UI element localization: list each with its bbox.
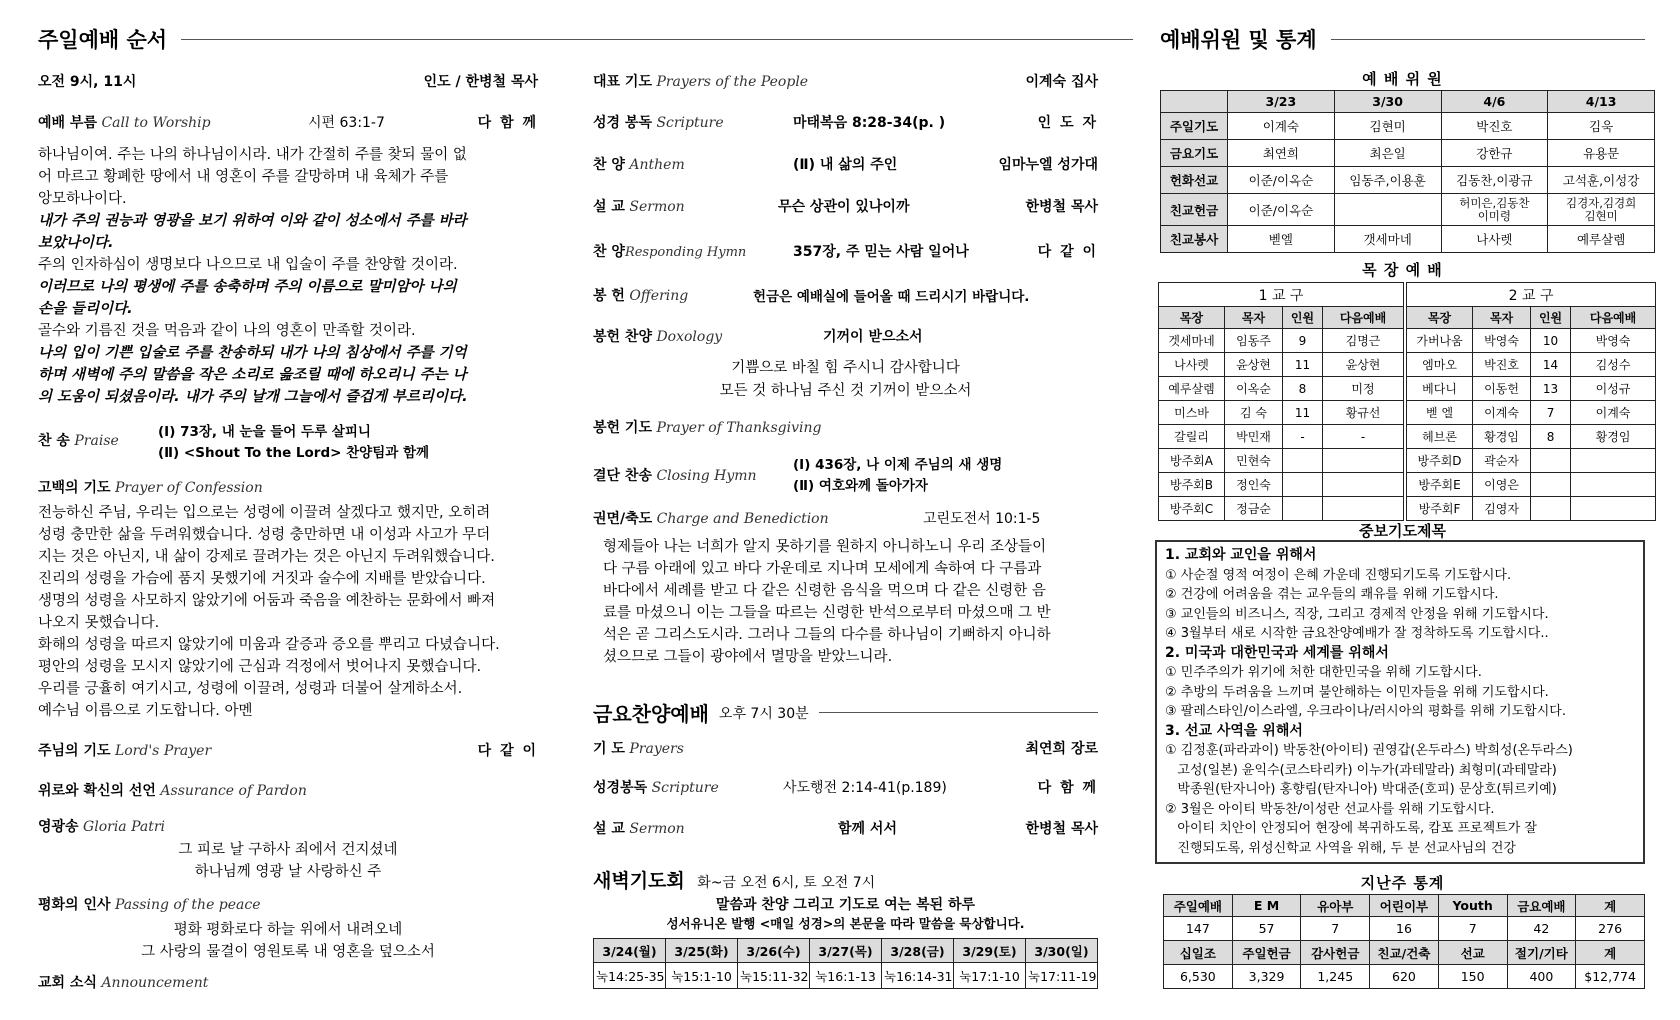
column-header: 주일헌금 [1232,941,1301,965]
scripture-ref: 마태복음 8:28-34(p. ) [793,115,946,131]
table-cell: 11 [1283,353,1323,377]
anthem-who: 임마누엘 성가대 [998,157,1098,173]
praise-heading: 찬 송 Praise [38,433,119,449]
table-cell [1323,449,1404,473]
friday-sermon-who: 한병철 목사 [1025,821,1098,837]
table-cell: 9 [1283,329,1323,353]
sermon-heading: 설 교 Sermon [593,199,685,215]
benediction-text: 형제들아 나는 너희가 알지 못하기를 원하지 아니하노니 우리 조상들이 다 구름 아래에 있고 바다 가운데로 지나며 모세에게 속하여 다 구름과 바다에서 세례를 받고 다 같은 신령한 음식을 먹으며 다 같은 신령한 음 료를 마셨으니 이는 그들을 따르는 신령한 반석으로부터 마셨으매 그 반 석은 곧 그리스도시라. 그러나 그들의 다수를 하나님이 기뻐하지 아니하 셨으므로 그들이 광야에서 멸망을 받았느니라. [603,539,1051,665]
column-header: 다음예배 [1323,307,1404,329]
district-1-header: 1 교 구 [1159,283,1404,307]
date-header: 4/6 [1441,91,1548,113]
table-cell: 김경자,김경희 김현미 [1548,194,1655,226]
row-label: 친교헌금 [1161,194,1228,226]
friday-service-header [593,698,1098,727]
confession-text: 전능하신 주님, 우리는 입으로는 성령에 이끌려 살겠다고 했지만, 오히려 성령 충만한 삶을 두려워했습니다. 성령 충만하면 내 이성과 사고가 무더 지는 것은 아닌지, 내 삶이 강제로 끌려가는 것은 아닌지 두려워했습니다. 진리의 성령을 가슴에 품지 못했기에 거짓과 술수에 지배를 받았습니다. 생명의 성령을 사모하지 않았기에 어둠과 죽음을 예찬하는 문화에서 빠져 나오지 못했습니다. 화해의 성령을 따르지 않았기에 미움과 갈증과 증오를 뿌리고 다녔습니다. 평안의 성령을 모시지 않았기에 근심과 걱정에서 벗어나지 못했습니다. 우리를 긍휼히 여기시고, 성령에 이끌려, 성령과 더불어 살게하소서. 예수님 이름으로 기도합니다. 아멘 [38,505,500,719]
table-row [1164,965,1645,989]
table-cell: 276 [1576,917,1645,941]
table-cell: 박진호 [1441,113,1548,140]
table-cell: 박영숙 [1473,329,1531,353]
table-cell: 황규선 [1323,401,1404,425]
prayer-section-heading: 2. 미국과 대한민국과 세계를 위해서 [1165,644,1389,661]
rep-prayer-who: 이계숙 집사 [1025,74,1098,90]
table-cell: 16 [1370,917,1439,941]
closing-hymn-line-2: (Ⅱ) 여호와께 돌아가자 [793,478,928,494]
table-cell: 8 [1283,377,1323,401]
prayer-item: ④ 3월부터 새로 시작한 금요찬양예배가 잘 정착하도록 기도합시다.. [1165,626,1549,641]
table-cell [1323,473,1404,497]
friday-scripture-ref: 사도행전 2:14-41(p.189) [783,780,947,796]
table-cell: 이준/이옥순 [1228,194,1335,226]
table-cell: 150 [1438,965,1507,989]
prayer-item: ② 추방의 두려움을 느끼며 불안해하는 이민자들을 위해 기도합시다. [1165,684,1549,700]
date-header: 3/27(목) [810,939,882,963]
announcement-heading: 교회 소식 Announcement [38,975,209,991]
friday-scripture-heading: 성경봉독 Scripture [593,780,719,796]
column-header: 계 [1576,895,1645,917]
table-cell: 나사렛 [1159,353,1225,377]
table-cell: 최은일 [1334,140,1441,167]
table-cell: 이영은 [1473,473,1531,497]
column-header: 다음예배 [1571,307,1656,329]
table-cell: 임동주 [1225,329,1283,353]
table-cell: 예루살렘 [1548,226,1655,253]
table-cell: 윤상현 [1323,353,1404,377]
closing-hymn-line-1: (Ⅰ) 436장, 나 이제 주님의 새 생명 [793,457,1003,473]
table-cell: 김 숙 [1225,401,1283,425]
table-cell: 이계숙 [1571,401,1656,425]
table-cell: 허미은,김동찬 이미령 [1441,194,1548,226]
prayer-item: ③ 교인들의 비즈니스, 직장, 그리고 경제적 안정을 위해 기도합시다. [1165,606,1549,622]
date-header: 3/30(일) [1026,939,1098,963]
friday-prayer-who: 최연희 장로 [1025,741,1098,757]
table-cell: 10 [1531,329,1571,353]
responding-hymn-who: 다 같 이 [1037,244,1098,260]
table-cell [1283,449,1323,473]
table-cell [1323,497,1404,521]
dawn-prayer-header [593,866,875,893]
table-cell: 7 [1438,917,1507,941]
anthem-title: (Ⅱ) 내 삶의 주인 [793,157,898,173]
prayer-item: ① 민주주의가 위기에 처한 대한민국을 위해 기도합시다. [1165,665,1482,680]
table-cell: 13 [1531,377,1571,401]
table-cell: - [1323,425,1404,449]
intercessory-prayer-box [1155,540,1645,864]
date-header: 3/30 [1334,91,1441,113]
table-cell: 벧엘 [1228,226,1335,253]
reading-cell: 눅16:1-13 [810,963,882,989]
table-cell: 겟세마네 [1159,329,1225,353]
table-cell: 이옥순 [1225,377,1283,401]
row-label: 주일기도 [1161,113,1228,140]
date-header: 3/23 [1228,91,1335,113]
column-header: 금요예배 [1507,895,1576,917]
section-title: 예배위원 및 통계 [1160,28,1317,52]
section-title: 주일예배 순서 [38,28,168,52]
friday-prayer-heading: 기 도 Prayers [593,741,684,757]
table-cell: 황경임 [1473,425,1531,449]
offering-note: 헌금은 예배실에 들어올 때 드리시기 바랍니다. [753,289,1030,305]
table-cell: 헤브론 [1407,425,1473,449]
scripture-who: 인 도 자 [1037,115,1098,131]
praise-line-2: (Ⅱ) <Shout To the Lord> 찬양팀과 함께 [158,445,430,461]
column-header: E M [1232,895,1301,917]
table-row [1159,307,1656,329]
column-header: 선교 [1438,941,1507,965]
table-row [594,939,1098,963]
table-row [594,963,1098,989]
prayer-item: 진행되도록, 위성신학교 사역을 위해, 두 분 선교사님의 건강 [1165,840,1516,856]
table-cell: 김동찬,이광규 [1441,167,1548,194]
table-cell: 방주회B [1159,473,1225,497]
table-cell: 갈릴리 [1159,425,1225,449]
column-header: 주일예배 [1164,895,1233,917]
friday-time: 오후 7시 30분 [718,705,809,722]
table-row [1159,449,1656,473]
table-row [1159,329,1656,353]
table-cell [1571,473,1656,497]
table-cell: 갯세마네 [1334,226,1441,253]
table-row [1159,283,1656,307]
table-cell: 방주회A [1159,449,1225,473]
table-row [1164,941,1645,965]
table-cell: 7 [1301,917,1370,941]
table-cell: 8 [1531,425,1571,449]
table-row [1161,91,1655,113]
friday-scripture-who: 다 함 께 [1037,780,1098,796]
prayer-item: ① 김정훈(파라과이) 박동찬(아이티) 권영갑(온두라스) 박희성(온두라스) [1165,743,1573,758]
table-cell: 방주회C [1159,497,1225,521]
gloria-line-2: 하나님께 영광 날 사랑하신 주 [194,864,382,880]
table-row [1164,895,1645,917]
call-who: 다 함 께 [477,115,538,131]
table-cell: 방주회D [1407,449,1473,473]
table-cell: 김성수 [1571,353,1656,377]
lords-prayer-heading: 주님의 기도 Lord's Prayer [38,743,212,759]
column-header: 인원 [1531,307,1571,329]
table-cell: 김욱 [1548,113,1655,140]
cell-group-table [1158,282,1656,521]
column-header: 계 [1576,941,1645,965]
column-header: 십일조 [1164,941,1233,965]
prayer-item: ① 사순절 영적 여정이 은혜 가운데 진행되기도록 기도합시다. [1165,567,1512,583]
table-cell: 박영숙 [1571,329,1656,353]
row-label: 금요기도 [1161,140,1228,167]
date-header: 3/25(화) [666,939,738,963]
table-row [1161,226,1655,253]
table-cell: 3,329 [1232,965,1301,989]
thanksgiving-heading: 봉헌 기도 Prayer of Thanksgiving [593,420,822,436]
dawn-subtitle-2: 성서유니온 발행 <매일 성경>의 본문을 따라 말씀을 묵상합니다. [666,916,1025,931]
column-header: 목장 [1159,307,1225,329]
table-cell: 박민재 [1225,425,1283,449]
table-cell: 곽순자 [1473,449,1531,473]
table-cell: 엠마오 [1407,353,1473,377]
table-cell: 황경임 [1571,425,1656,449]
offering-heading: 봉 헌 Offering [593,288,689,304]
column-header: 유아부 [1301,895,1370,917]
closing-hymn-heading: 결단 찬송 Closing Hymn [593,468,757,484]
dawn-reading-table [593,938,1098,989]
table-cell: 이계숙 [1473,401,1531,425]
prayer-section-heading: 1. 교회와 교인을 위해서 [1165,547,1317,563]
stats-caption: 지난주 통계 [1360,874,1445,892]
table-row [1159,497,1656,521]
table-cell: 최연희 [1228,140,1335,167]
table-cell: 42 [1507,917,1576,941]
pardon-heading: 위로와 확신의 선언 Assurance of Pardon [38,783,307,799]
sermon-who: 한병철 목사 [1025,199,1098,215]
table-cell: 620 [1370,965,1439,989]
lords-prayer-who: 다 같 이 [477,743,538,759]
table-cell: 정인숙 [1225,473,1283,497]
date-header: 4/13 [1548,91,1655,113]
table-cell: 400 [1507,965,1576,989]
table-cell: 벧 엘 [1407,401,1473,425]
column-header: 친교/건축 [1370,941,1439,965]
prayer-item: ③ 팔레스타인/이스라엘, 우크라이나/러시아의 평화를 위해 기도합시다. [1165,704,1566,719]
prayer-section-heading: 3. 선교 사역을 위해서 [1165,722,1303,739]
praise-line-1: (Ⅰ) 73장, 내 눈을 들어 두루 살피니 [158,424,371,440]
sermon-title: 무슨 상관이 있나이까 [778,199,910,215]
table-cell: 6,530 [1164,965,1233,989]
corner-cell [1161,91,1228,113]
reading-cell: 눅17:11-19 [1026,963,1098,989]
table-row [1164,917,1645,941]
table-cell: 이계숙 [1228,113,1335,140]
table-cell: 미정 [1323,377,1404,401]
reading-cell: 눅14:25-35 [594,963,666,989]
table-row [1159,353,1656,377]
row-label: 헌화선교 [1161,167,1228,194]
benediction-ref: 고린도전서 10:1-5 [923,511,1041,527]
date-header: 3/26(수) [738,939,810,963]
doxology-line-1: 기쁨으로 바칠 힘 주시니 감사합니다 [731,360,960,376]
committee-header [1160,24,1645,54]
table-row [1159,377,1656,401]
column-header: 감사헌금 [1301,941,1370,965]
prayer-item: 고성(일본) 윤익수(코스타리카) 이누가(과테말라) 최형미(과테말라) [1165,762,1557,778]
table-cell: $12,774 [1576,965,1645,989]
committee-caption: 예 배 위 원 [1362,70,1443,88]
gloria-heading: 영광송 Gloria Patri [38,819,166,835]
friday-sermon-heading: 설 교 Sermon [593,821,685,837]
committee-stats-column [1150,0,1655,1020]
reading-cell: 눅15:1-10 [666,963,738,989]
table-cell: 유용문 [1548,140,1655,167]
table-cell [1571,497,1656,521]
anthem-heading: 찬 양 Anthem [593,157,685,173]
column-header: 어린이부 [1370,895,1439,917]
worship-order-column-2 [593,0,1098,1020]
table-cell: 나사렛 [1441,226,1548,253]
prayer-item: 아이티 치안이 안정되어 현장에 복귀하도록, 캄포 프로젝트가 잘 [1165,821,1537,836]
responding-hymn-title: 357장, 주 믿는 사람 일어나 [793,244,969,260]
call-to-worship-text: 하나님이여. 주는 나의 하나님이시라. 내가 간절히 주를 찾되 물이 없 어 마르고 황폐한 땅에서 내 영혼이 주를 갈망하며 내 육체가 주를 앙모하나이다. 내가 주의 권능과 영광을 보기 위하여 이와 같이 성소에서 주를 바라 보았나이다. 주의 인자하심이 생명보다 나으므로 내 입술이 주를 찬양할 것이라. 이러므로 나의 평생에 주를 송축하며 주의 이름으로 말미암아 나의 손을 들리이다. 골수와 기름진 것을 먹음과 같이 나의 영혼이 만족할 것이라. 나의 입이 기쁜 입술로 주를 찬송하되 내가 나의 침상에서 주를 기억 하며 새벽에 주의 말씀을 작은 소리로 읊조릴 때에 하오리니 주는 나 의 도움이 되셨음이라. 내가 주의 날개 그늘에서 즐겁게 부르리이다. [38,147,468,405]
doxology-line-2: 모든 것 하나님 주신 것 기꺼이 받으소서 [719,383,972,399]
table-row [1161,167,1655,194]
prayer-item: ② 건강에 어려움을 겪는 교우들의 쾌유를 위해 기도합시다. [1165,587,1499,602]
doxology-heading: 봉헌 찬양 Doxology [593,329,723,345]
table-row [1161,194,1655,226]
table-cell: 방주회F [1407,497,1473,521]
scripture-heading: 성경 봉독 Scripture [593,115,724,131]
table-cell: 정금순 [1225,497,1283,521]
table-row [1159,473,1656,497]
reading-cell: 눅15:11-32 [738,963,810,989]
table-cell: 김명근 [1323,329,1404,353]
table-cell: 임동주,이용훈 [1334,167,1441,194]
table-cell: 57 [1232,917,1301,941]
rep-prayer-heading: 대표 기도 Prayers of the People [593,74,809,90]
column-header: Youth [1438,895,1507,917]
column-header: 절기/기타 [1507,941,1576,965]
prayer-item: 박종원(탄자니아) 홍향림(탄자니아) 박대준(호피) 문상호(튀르키예) [1165,782,1557,797]
table-cell: 이동헌 [1473,377,1531,401]
doxology-title: 기꺼이 받으소서 [823,329,923,345]
cell-group-caption: 목 장 예 배 [1362,261,1443,279]
column-header: 목장 [1407,307,1473,329]
table-cell [1334,194,1441,226]
table-cell: 예루살렘 [1159,377,1225,401]
table-row [1159,425,1656,449]
stats-table [1163,894,1645,989]
table-cell: 박진호 [1473,353,1531,377]
table-row [1161,113,1655,140]
dawn-title: 새벽기도회 [593,870,685,892]
table-cell [1531,473,1571,497]
column-header: 목자 [1473,307,1531,329]
table-cell: 민현숙 [1225,449,1283,473]
call-reference: 시편 63:1-7 [308,115,385,131]
dawn-subtitle-1: 말씀과 찬양 그리고 기도로 여는 복된 하루 [715,897,976,913]
table-cell [1531,497,1571,521]
table-cell: 베다니 [1407,377,1473,401]
divider [819,712,1098,713]
table-cell: 1,245 [1301,965,1370,989]
table-cell: 147 [1164,917,1233,941]
table-cell: 가버나움 [1407,329,1473,353]
table-cell [1571,449,1656,473]
date-header: 3/28(금) [882,939,954,963]
table-row [1159,401,1656,425]
row-label: 친교봉사 [1161,226,1228,253]
table-cell: 이준/이옥순 [1228,167,1335,194]
table-cell [1283,473,1323,497]
responding-hymn-heading: 찬 양Responding Hymn [593,244,747,260]
call-to-worship-heading: 예배 부름 Call to Worship [38,115,211,131]
committee-table [1160,90,1655,253]
service-time: 오전 9시, 11시 [38,74,137,90]
table-cell: 고석훈,이성강 [1548,167,1655,194]
prayer-caption: 중보기도제목 [1359,522,1446,540]
table-cell: - [1283,425,1323,449]
table-cell: 김현미 [1334,113,1441,140]
divider [1331,39,1645,40]
service-leader: 인도 / 한병철 목사 [423,74,538,90]
table-cell: 김영자 [1473,497,1531,521]
date-header: 3/24(월) [594,939,666,963]
prayer-item: ② 3월은 아이티 박동찬/이성란 선교사를 위해 기도합시다. [1165,801,1495,817]
worship-order-column [38,0,538,1020]
table-cell: 윤상현 [1225,353,1283,377]
benediction-heading: 권면/축도 Charge and Benediction [593,511,829,527]
confession-heading: 고백의 기도 Prayer of Confession [38,480,263,496]
reading-cell: 눅16:14-31 [882,963,954,989]
table-cell [1283,497,1323,521]
table-cell: 이성규 [1571,377,1656,401]
peace-heading: 평화의 인사 Passing of the peace [38,897,261,913]
column-header: 인원 [1283,307,1323,329]
table-cell: 7 [1531,401,1571,425]
peace-line-2: 그 사랑의 물결이 영원토록 내 영혼을 덮으소서 [141,944,435,960]
district-2-header: 2 교 구 [1407,283,1656,307]
table-cell: 11 [1283,401,1323,425]
friday-title: 금요찬양예배 [593,702,709,726]
reading-cell: 눅17:1-10 [954,963,1026,989]
column-header: 목자 [1225,307,1283,329]
table-row [1161,140,1655,167]
friday-sermon-title: 함께 서서 [838,821,897,837]
gloria-line-1: 그 피로 날 구하사 죄에서 건지셨네 [178,842,398,858]
dawn-time: 화~금 오전 6시, 토 오전 7시 [697,875,876,891]
table-cell: 미스바 [1159,401,1225,425]
table-cell: 강한규 [1441,140,1548,167]
table-cell: 14 [1531,353,1571,377]
table-cell [1531,449,1571,473]
table-cell: 방주회E [1407,473,1473,497]
date-header: 3/29(토) [954,939,1026,963]
peace-line-1: 평화 평화로다 하늘 위에서 내려오네 [173,922,403,938]
